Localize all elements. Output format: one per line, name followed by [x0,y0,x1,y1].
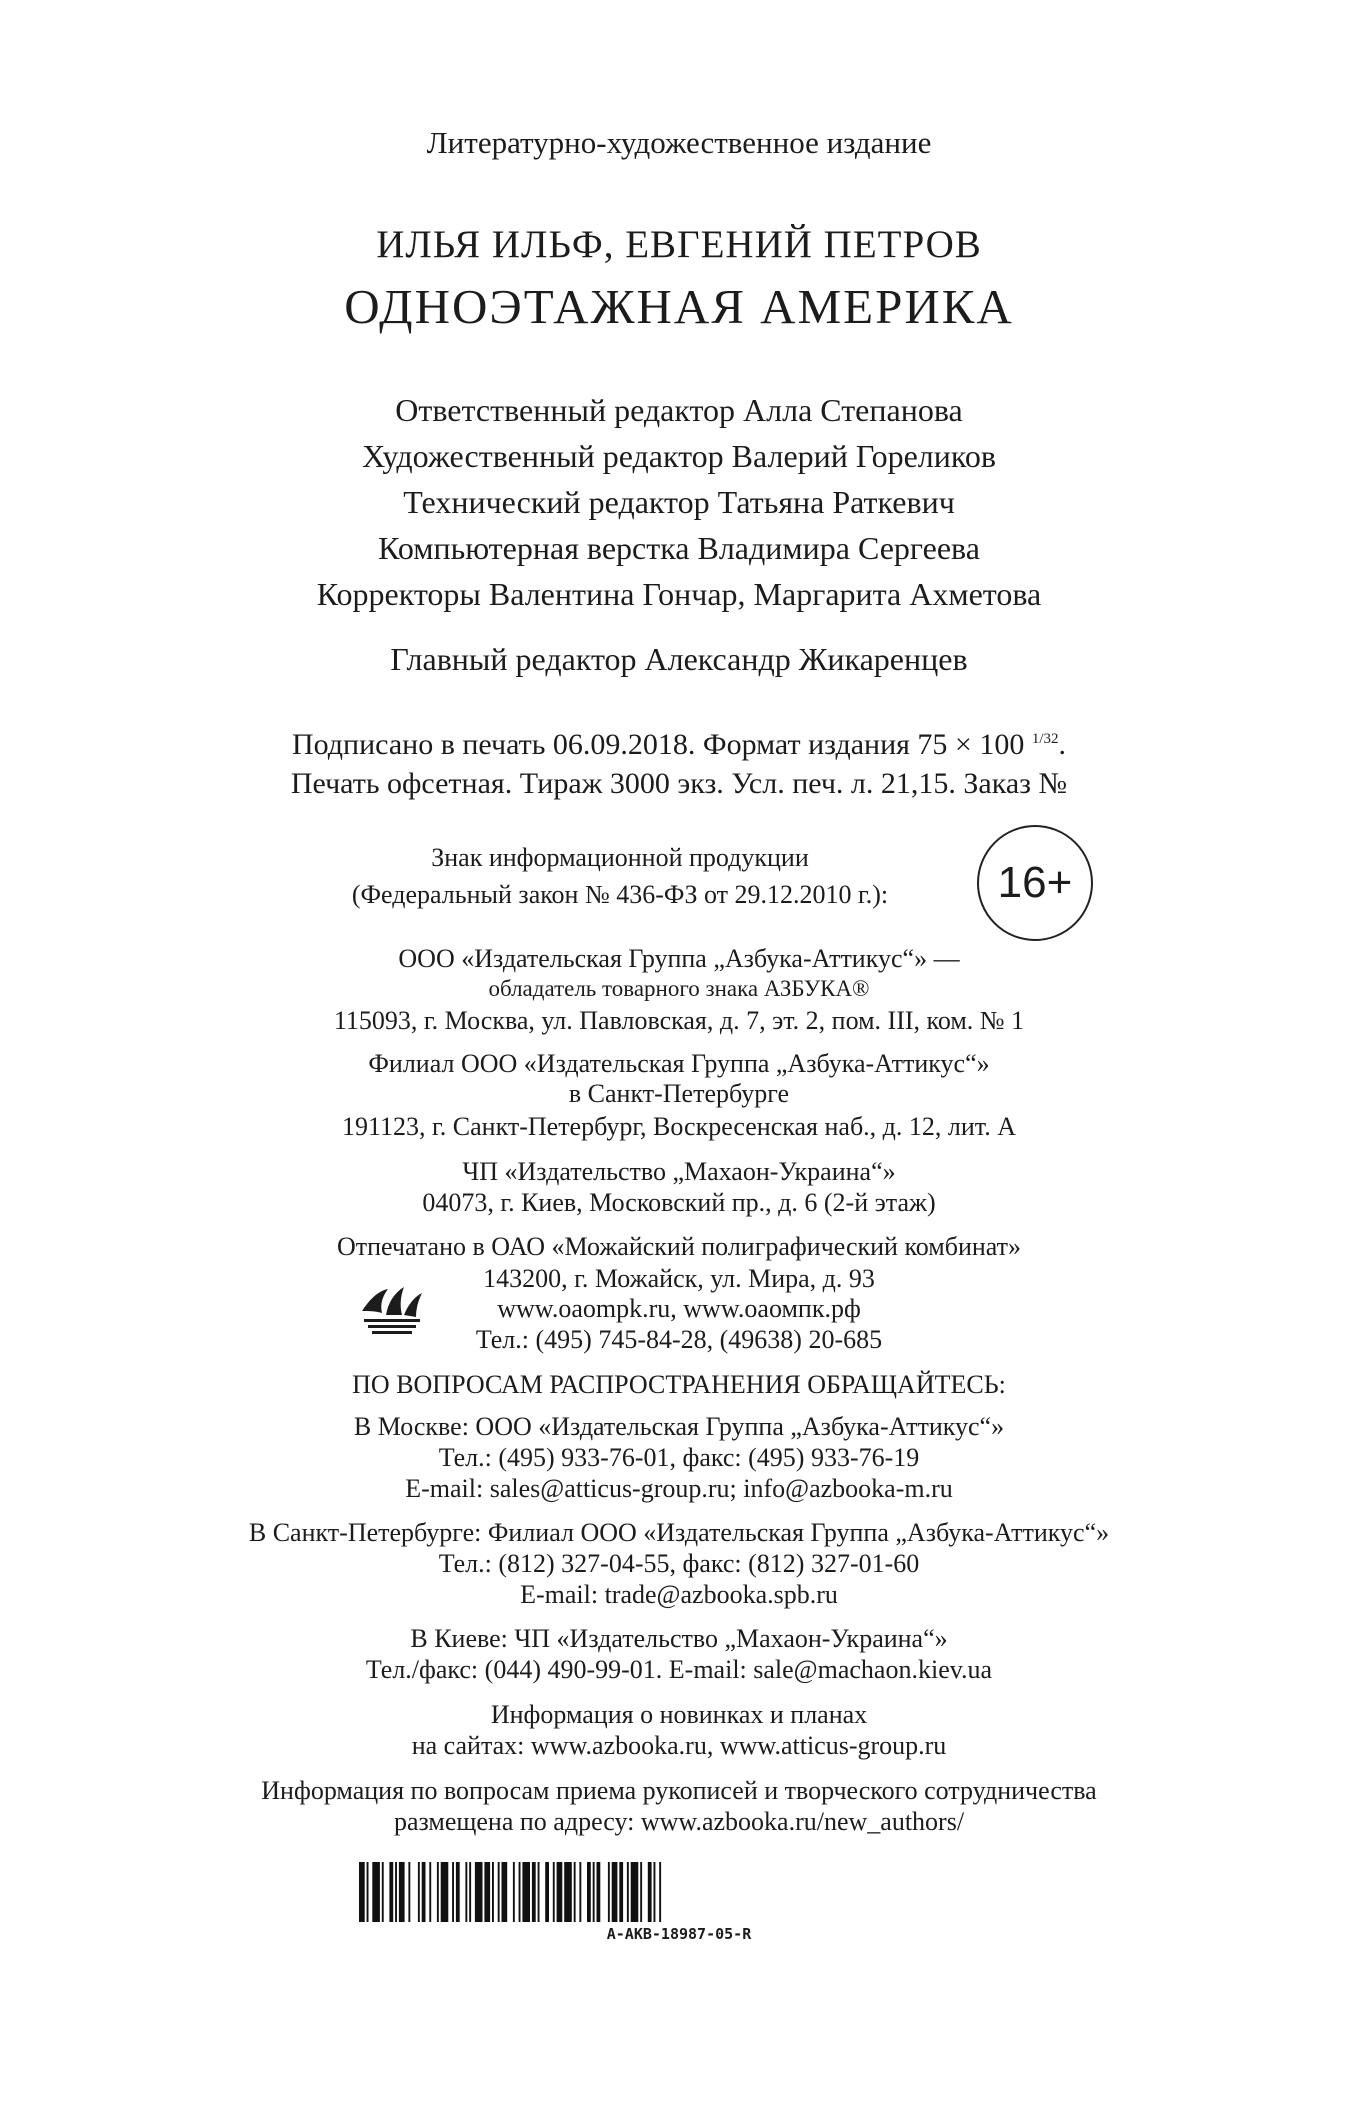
info-line: размещена по адресу: www.azbooka.ru/new_authors/ [393,1807,965,1836]
age-note-line1: Знак информационной продукции [431,843,809,872]
publisher-line: 191123, г. Санкт-Петербург, Воскресенская наб., д. 12, лит. А [342,1112,1016,1141]
publisher-line: ООО «Издательская Группа „Азбука-Аттикус“» — [398,944,960,973]
distribution-line: В Москве: ООО «Издательская Группа „Азбука-Аттикус“» [353,1412,1005,1441]
publisher-line: ЧП «Издательство „Махаон-Украина“» [462,1157,896,1186]
credit-technical-editor: Технический редактор Татьяна Раткевич [403,484,955,520]
distribution-line: Тел.: (812) 327-04-55, факс: (812) 327-01-60 [438,1549,920,1578]
barcode-icon [359,1862,1020,1922]
credit-responsible-editor: Ответственный редактор Алла Степанова [395,392,963,428]
publisher-line: в Санкт-Петербурге [568,1079,790,1108]
publisher-line: обладатель товарного знака АЗБУКА® [488,976,870,1001]
publisher-line: 115093, г. Москва, ул. Павловская, д. 7, эт. 2, пом. III, ком. № 1 [333,1006,1025,1035]
credit-proofreaders: Корректоры Валентина Гончар, Маргарита Ахметова [316,576,1042,612]
format-fraction: 1/32 [1031,731,1059,747]
printer-line: 143200, г. Можайск, ул. Мира, д. 93 [483,1264,875,1293]
info-line: Информация о новинках и планах [490,1700,868,1729]
publisher-line: Филиал ООО «Издательская Группа „Азбука-Аттикус“» [368,1049,990,1078]
printer-line: Тел.: (495) 745-84-28, (49638) 20-685 [475,1325,883,1354]
age-note-line2: (Федеральный закон № 436-ФЗ от 29.12.2010 г.): [351,880,889,909]
credit-layout: Компьютерная верстка Владимира Сергеева [378,530,980,566]
printer-logo-icon [358,1281,424,1339]
book-authors: ИЛЬЯ ИЛЬФ, ЕВГЕНИЙ ПЕТРОВ [376,223,982,266]
publisher-line: 04073, г. Киев, Московский пр., д. 6 (2-й этаж) [422,1188,936,1217]
edition-type: Литературно-художественное издание [426,125,932,160]
printer-line: www.oaompk.ru, www.оаомпк.рф [497,1294,861,1323]
info-line: Информация по вопросам приема рукописей и творческого сотрудничества [261,1776,1097,1805]
printer-line: Отпечатано в ОАО «Можайский полиграфический комбинат» [336,1232,1022,1261]
distribution-line: Тел.: (495) 933-76-01, факс: (495) 933-76-19 [438,1443,920,1472]
imprint-line1-end: . [1058,728,1067,761]
info-line: на сайтах: www.azbooka.ru, www.atticus-group.ru [411,1731,947,1760]
credit-chief-editor: Главный редактор Александр Жикаренцев [390,641,968,677]
barcode-text: A-AKB-18987-05-R [606,1925,752,1943]
distribution-line: Тел./факс: (044) 490-99-01. E-mail: sale@machaon.kiev.ua [365,1655,993,1684]
imprint-line1: Подписано в печать 06.09.2018. Формат издания 75 × 100 [291,728,1032,761]
book-title: ОДНОЭТАЖНАЯ АМЕРИКА [344,279,1014,334]
distribution-line: В Киеве: ЧП «Издательство „Махаон-Украина“» [410,1624,948,1653]
age-rating-badge: 16+ [977,825,1093,941]
distribution-line: В Санкт-Петербурге: Филиал ООО «Издательская Группа „Азбука-Аттикус“» [248,1518,1110,1547]
imprint-signed-format [0,728,1358,762]
imprint-print-run: Печать офсетная. Тираж 3000 экз. Усл. печ. л. 21,15. Заказ № [290,767,1068,800]
credit-art-editor: Художественный редактор Валерий Гореликов [362,438,996,474]
distribution-line: E-mail: trade@azbooka.spb.ru [520,1580,838,1609]
distribution-line: E-mail: sales@atticus-group.ru; info@azbooka-m.ru [405,1474,953,1503]
distribution-heading: ПО ВОПРОСАМ РАСПРОСТРАНЕНИЯ ОБРАЩАЙТЕСЬ: [352,1370,1006,1399]
